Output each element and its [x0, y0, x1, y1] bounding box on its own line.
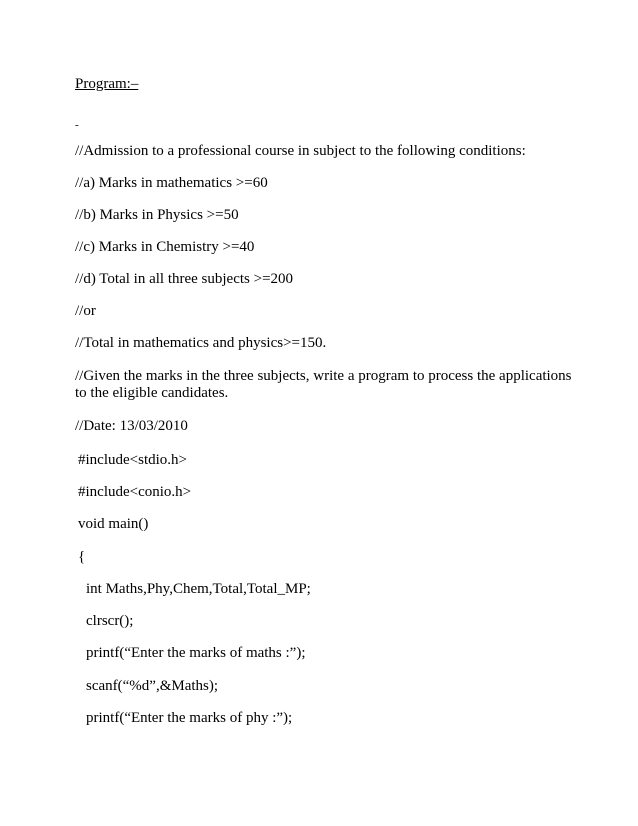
- code-line: #include<conio.h>: [78, 484, 192, 500]
- comment-line: //d) Total in all three subjects >=200: [75, 271, 294, 287]
- stray-dash: -: [75, 119, 79, 131]
- code-line: printf(“Enter the marks of maths :”);: [86, 645, 306, 661]
- code-line: {: [78, 549, 86, 565]
- program-heading: Program:–: [75, 76, 139, 92]
- comment-line: to the eligible candidates.: [75, 385, 229, 401]
- code-line: #include<stdio.h>: [78, 452, 187, 468]
- comment-line: //Given the marks in the three subjects, write a program to process the applications: [75, 368, 572, 384]
- comment-line: //Date: 13/03/2010: [75, 418, 188, 434]
- code-line: printf(“Enter the marks of phy :”);: [86, 710, 293, 726]
- code-line: clrscr();: [86, 613, 134, 629]
- code-line: void main(): [78, 516, 149, 532]
- comment-line: //or: [75, 303, 96, 319]
- comment-line: //b) Marks in Physics >=50: [75, 207, 239, 223]
- comment-line: //c) Marks in Chemistry >=40: [75, 239, 255, 255]
- comment-line: //a) Marks in mathematics >=60: [75, 175, 268, 191]
- comment-line: //Admission to a professional course in subject to the following conditions:: [75, 143, 526, 159]
- code-line: scanf(“%d”,&Maths);: [86, 678, 219, 694]
- comment-line: //Total in mathematics and physics>=150.: [75, 335, 327, 351]
- code-line: int Maths,Phy,Chem,Total,Total_MP;: [86, 581, 311, 597]
